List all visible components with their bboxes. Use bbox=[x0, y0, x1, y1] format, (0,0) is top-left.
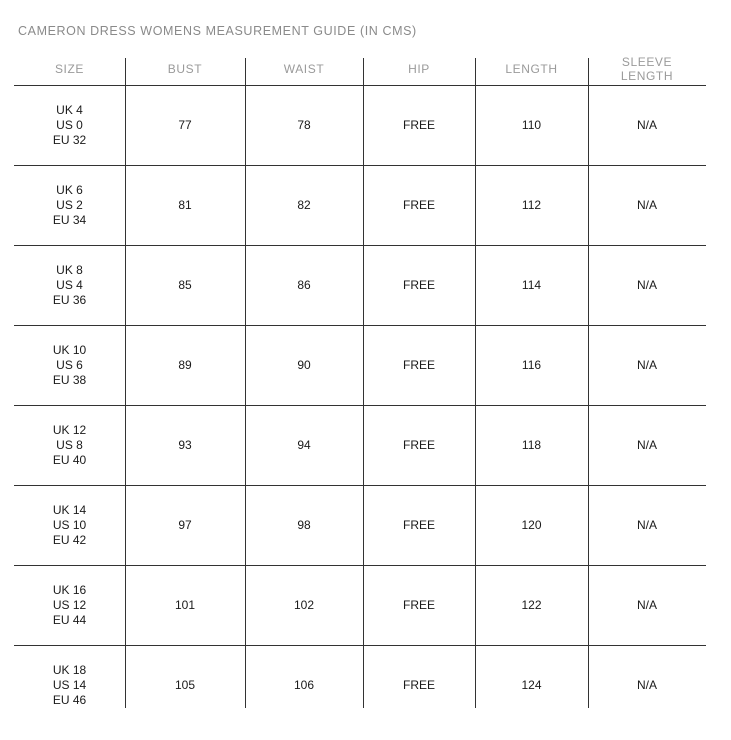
header-sleeve-line2: LENGTH bbox=[620, 69, 674, 83]
header-sleeve-line1: SLEEVE bbox=[621, 55, 673, 69]
waist-cell: 82 bbox=[297, 198, 311, 212]
table-row bbox=[14, 566, 706, 646]
size-eu: EU 36 bbox=[52, 293, 87, 307]
size-uk: UK 6 bbox=[56, 183, 83, 197]
table-row bbox=[14, 486, 706, 566]
size-cell bbox=[14, 86, 125, 165]
header-bust: BUST bbox=[167, 61, 203, 76]
waist-cell: 78 bbox=[297, 118, 311, 132]
header-waist: WAIST bbox=[283, 61, 325, 76]
table-row bbox=[14, 326, 706, 406]
header-hip: HIP bbox=[408, 61, 430, 76]
size-uk: UK 8 bbox=[56, 263, 83, 277]
bust-cell: 85 bbox=[178, 278, 192, 292]
bust-cell: 105 bbox=[174, 678, 196, 692]
sleeve-length-cell: N/A bbox=[636, 358, 657, 372]
bust-cell: 93 bbox=[178, 438, 192, 452]
table-header bbox=[14, 52, 706, 86]
table-body bbox=[14, 86, 706, 716]
header-sleeve-length bbox=[588, 52, 706, 85]
sleeve-length-cell: N/A bbox=[636, 118, 657, 132]
hip-cell: FREE bbox=[402, 118, 435, 132]
bust-cell: 77 bbox=[178, 118, 192, 132]
size-eu: EU 38 bbox=[52, 373, 87, 387]
hip-cell: FREE bbox=[402, 278, 435, 292]
size-uk: UK 10 bbox=[52, 343, 87, 357]
size-us: US 6 bbox=[56, 358, 83, 372]
sleeve-length-cell: N/A bbox=[636, 278, 657, 292]
size-eu: EU 44 bbox=[52, 613, 87, 627]
waist-cell: 94 bbox=[297, 438, 311, 452]
size-eu: EU 46 bbox=[52, 693, 87, 707]
length-cell: 112 bbox=[521, 198, 542, 212]
hip-cell: FREE bbox=[402, 598, 435, 612]
length-cell: 118 bbox=[521, 438, 542, 452]
size-us: US 14 bbox=[52, 678, 87, 692]
hip-cell: FREE bbox=[402, 678, 435, 692]
size-cell bbox=[14, 486, 125, 565]
bust-cell: 81 bbox=[178, 198, 192, 212]
bust-cell: 89 bbox=[178, 358, 192, 372]
size-us: US 4 bbox=[56, 278, 83, 292]
sleeve-length-cell: N/A bbox=[636, 438, 657, 452]
length-cell: 116 bbox=[521, 358, 542, 372]
hip-cell: FREE bbox=[402, 438, 435, 452]
page-title: CAMERON DRESS WOMENS MEASUREMENT GUIDE (IN CMS) bbox=[18, 24, 417, 38]
size-us: US 12 bbox=[52, 598, 87, 612]
table-row bbox=[14, 246, 706, 326]
size-eu: EU 40 bbox=[52, 453, 87, 467]
sleeve-length-cell: N/A bbox=[636, 518, 657, 532]
table-row bbox=[14, 646, 706, 716]
size-uk: UK 18 bbox=[52, 663, 87, 677]
bust-cell: 97 bbox=[178, 518, 192, 532]
sleeve-length-cell: N/A bbox=[636, 198, 657, 212]
hip-cell: FREE bbox=[402, 518, 435, 532]
size-cell bbox=[14, 646, 125, 725]
waist-cell: 86 bbox=[297, 278, 311, 292]
waist-cell: 98 bbox=[297, 518, 311, 532]
length-cell: 120 bbox=[521, 518, 542, 532]
size-cell bbox=[14, 566, 125, 645]
header-size: SIZE bbox=[54, 61, 85, 76]
size-uk: UK 12 bbox=[52, 423, 87, 437]
waist-cell: 106 bbox=[293, 678, 315, 692]
size-us: US 8 bbox=[56, 438, 83, 452]
bust-cell: 101 bbox=[174, 598, 196, 612]
table-row bbox=[14, 406, 706, 486]
size-cell bbox=[14, 166, 125, 245]
length-cell: 122 bbox=[521, 598, 542, 612]
waist-cell: 102 bbox=[293, 598, 315, 612]
length-cell: 124 bbox=[521, 678, 542, 692]
size-us: US 10 bbox=[52, 518, 87, 532]
size-uk: UK 4 bbox=[56, 103, 83, 117]
size-us: US 0 bbox=[56, 118, 83, 132]
length-cell: 114 bbox=[521, 278, 542, 292]
hip-cell: FREE bbox=[402, 358, 435, 372]
sleeve-length-cell: N/A bbox=[636, 598, 657, 612]
measurement-table bbox=[14, 52, 706, 716]
header-length: LENGTH bbox=[505, 61, 558, 76]
length-cell: 110 bbox=[521, 118, 542, 132]
size-us: US 2 bbox=[56, 198, 83, 212]
table-row bbox=[14, 166, 706, 246]
size-eu: EU 42 bbox=[52, 533, 87, 547]
hip-cell: FREE bbox=[402, 198, 435, 212]
table-row bbox=[14, 86, 706, 166]
sleeve-length-cell: N/A bbox=[636, 678, 657, 692]
waist-cell: 90 bbox=[297, 358, 311, 372]
size-cell bbox=[14, 406, 125, 485]
size-eu: EU 34 bbox=[52, 213, 87, 227]
size-uk: UK 16 bbox=[52, 583, 87, 597]
size-cell bbox=[14, 326, 125, 405]
size-cell bbox=[14, 246, 125, 325]
size-uk: UK 14 bbox=[52, 503, 87, 517]
size-eu: EU 32 bbox=[52, 133, 87, 147]
